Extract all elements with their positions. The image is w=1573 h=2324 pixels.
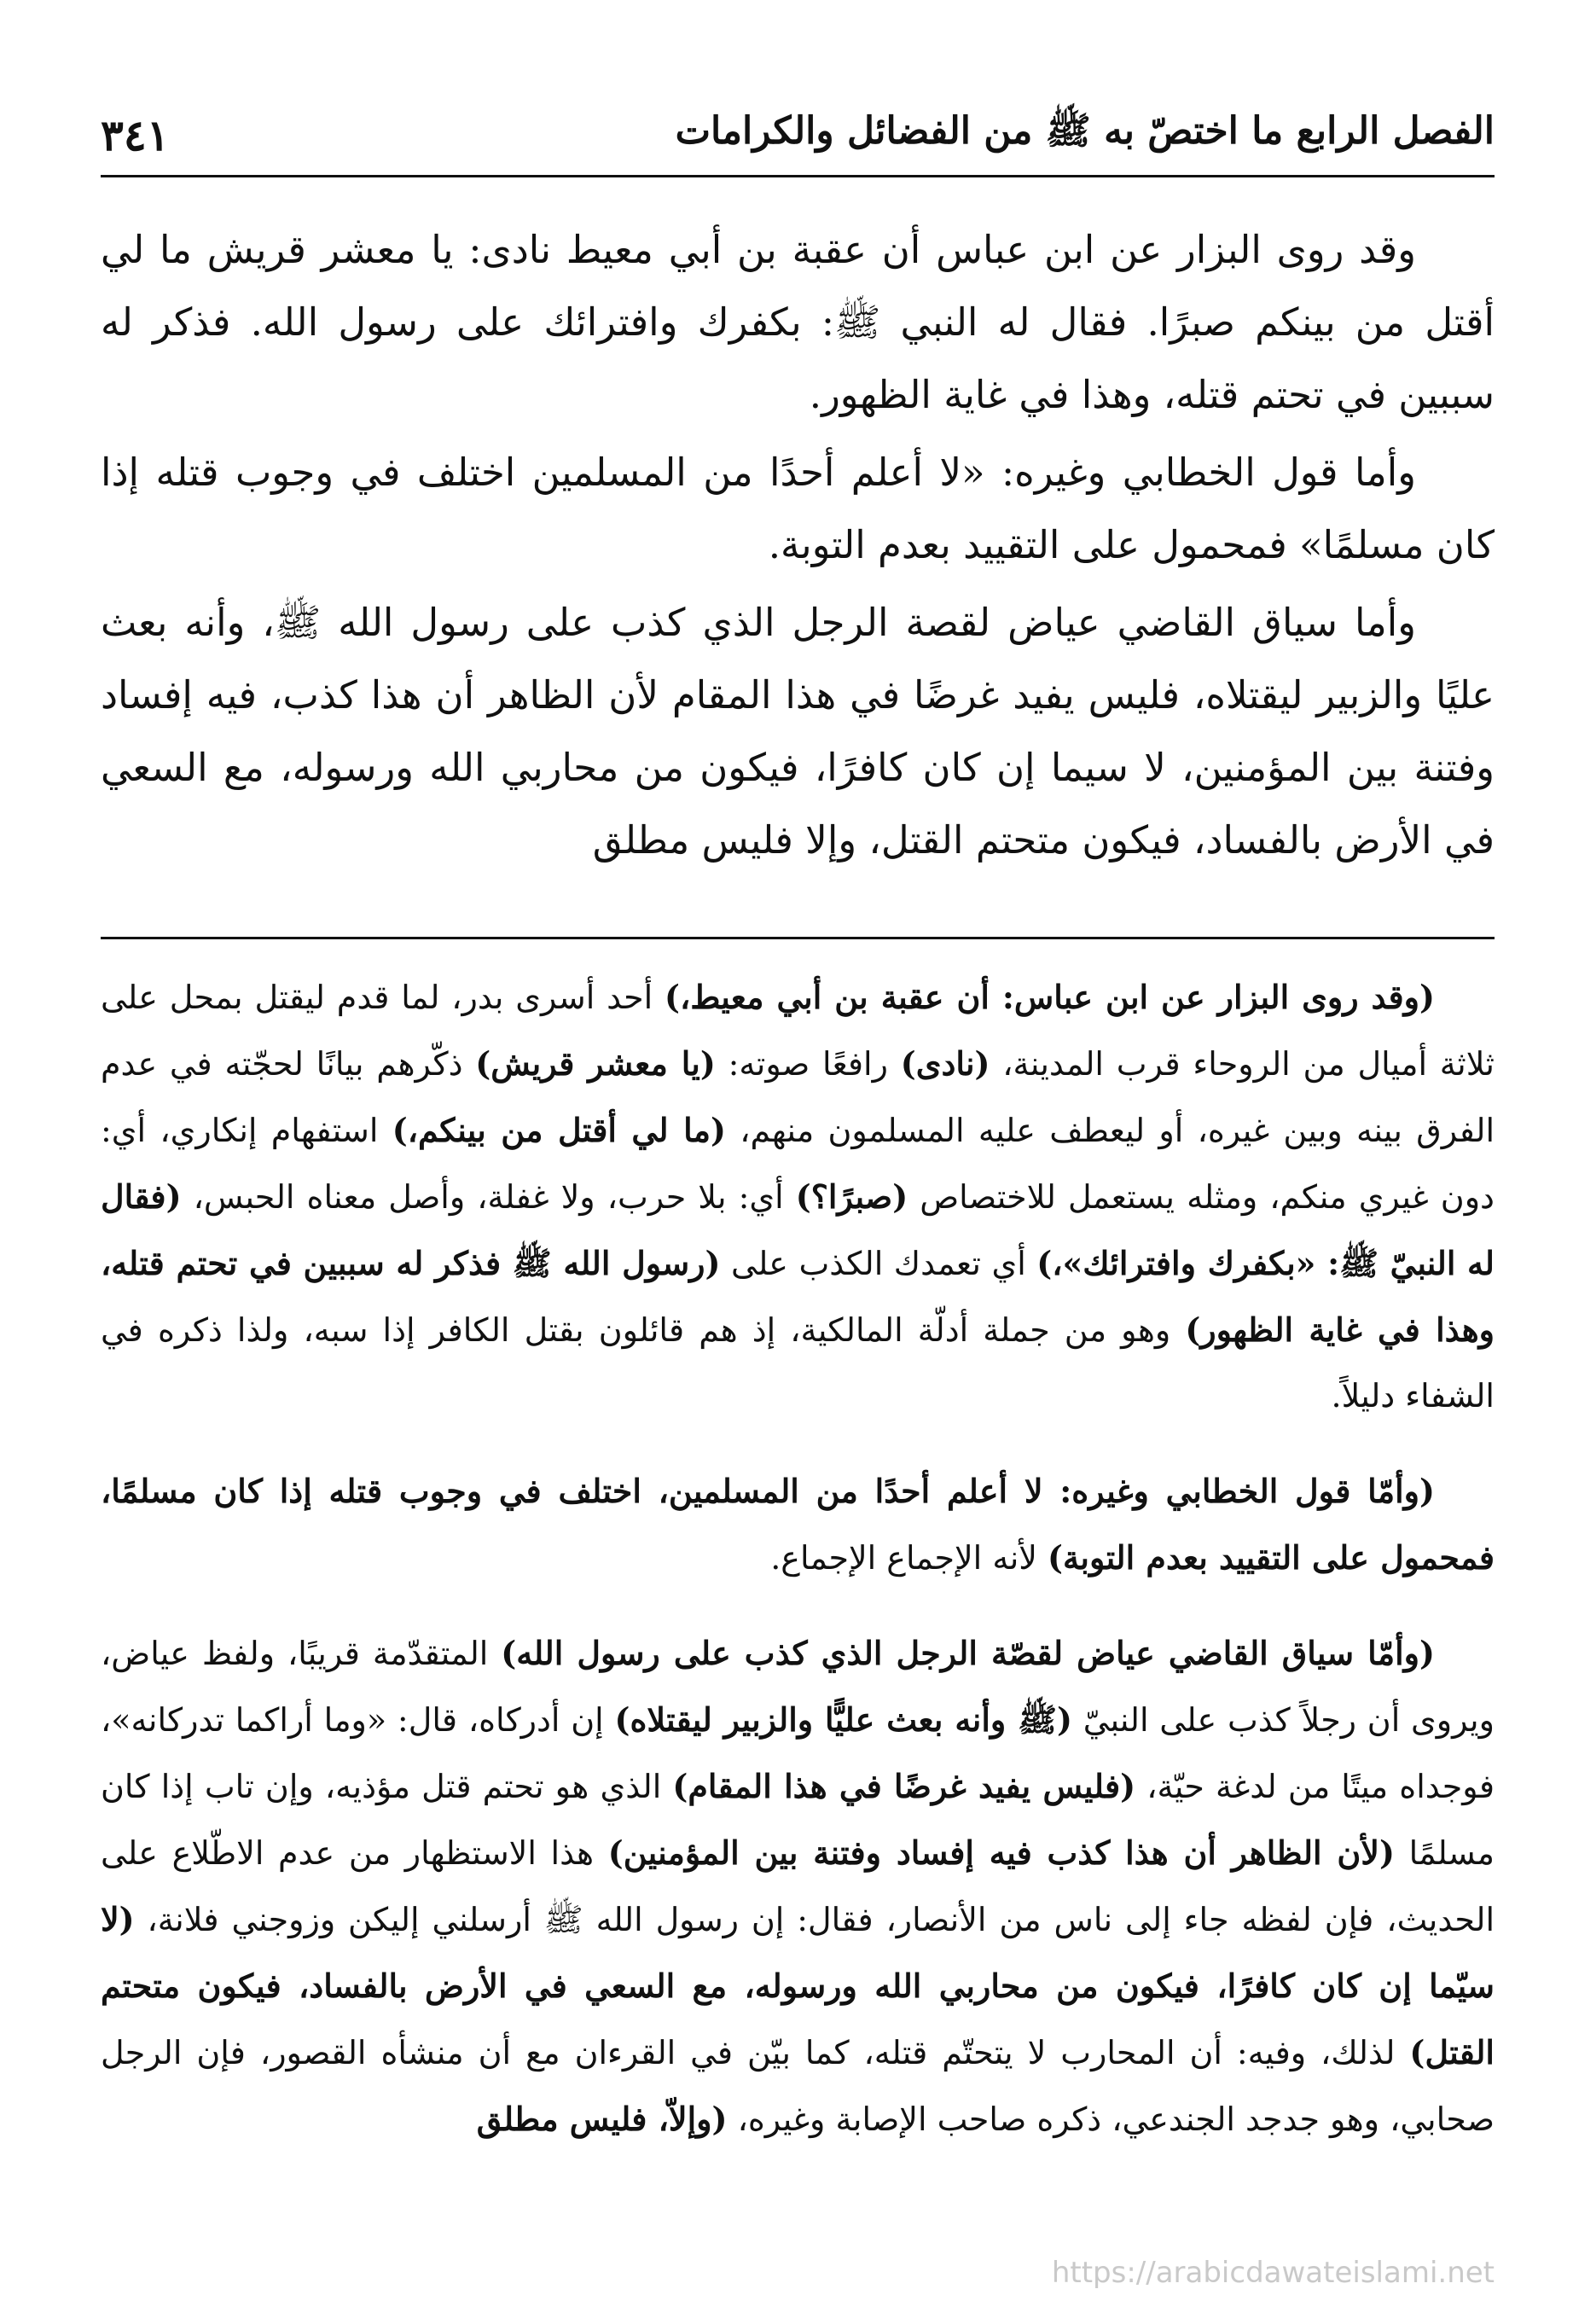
header-divider bbox=[101, 175, 1495, 177]
quoted-text: (وأمّا قول الخطابي وغيره: لا أعلم أحدًا من المسلمين، اختلف في وجوب قتله إذا كان مسلمًا، فمحمول على التقييد بعدم التوبة) bbox=[101, 1472, 1495, 1577]
main-paragraph: وقد روى البزار عن ابن عباس أن عقبة بن أبي معيط نادى: يا معشر قريش ما لي أقتل من بينكم صبرًا. فقال له النبي ﷺ: بكفرك وافترائك على رسول الله. فذكر له سببين في تحتم قتله، وهذا في غاية الظهور. bbox=[101, 227, 1495, 417]
commentary-text-run: أي تعمدك الكذب على bbox=[720, 1245, 1037, 1282]
quoted-text: (وقد روى البزار عن ابن عباس: أن عقبة بن أبي معيط،) bbox=[664, 978, 1435, 1016]
quoted-text: (صبرًا؟) bbox=[795, 1177, 908, 1216]
commentary-text-run: ذكّرهم بيانًا لحجّته في عدم الفرق بينه وبين غيره، أو ليعطف عليه المسلمون منهم، bbox=[101, 1045, 1495, 1149]
commentary-paragraph bbox=[101, 1620, 1495, 2153]
quoted-text: (نادى) bbox=[900, 1044, 990, 1083]
quoted-text: (رسول الله ﷺ فذكر له سببين في تحتم قتله، وهذا في غاية الظهور) bbox=[101, 1244, 1495, 1349]
commentary-text-run: رافعًا صوته: bbox=[715, 1045, 901, 1083]
commentary-divider bbox=[101, 937, 1495, 939]
page-number: ٣٤١ bbox=[101, 109, 170, 160]
quoted-text: (لا سيّما إن كان كافرًا، فيكون من محاربي الله ورسوله، مع السعي في الأرض بالفساد، فيكون متحتم القتل) bbox=[101, 1900, 1495, 2071]
commentary-text-run: هذا الاستظهار من عدم الاطّلاع على الحديث، فإن لفظه جاء إلى ناس من الأنصار، فقال: إن رسول الله ﷺ أرسلني إليكن وزوجني فلانة، bbox=[101, 1834, 1495, 1938]
page-header bbox=[101, 101, 1495, 169]
quoted-text: (فليس يفيد غرضًا في هذا المقام) bbox=[672, 1767, 1136, 1805]
commentary-text-run: المتقدّمة قريبًا، ولفظ عياض، ويروى أن رجلاً كذب على النبيّ bbox=[101, 1635, 1495, 1739]
quoted-text: (وإلاّ، فليس مطلق bbox=[476, 2100, 728, 2138]
main-text bbox=[101, 213, 1495, 881]
quoted-text: (فقال له النبيّ ﷺ: «بكفرك وافترائك»،) bbox=[101, 1177, 1495, 1282]
commentary-text-run: لأنه الإجماع الإجماع. bbox=[770, 1539, 1048, 1577]
commentary-text-run: إن أدركاه، قال: «وما أراكما تدركانه»، فوجداه ميتًا من لدغة حيّة، bbox=[101, 1701, 1495, 1805]
watermark-url: https://arabicdawateislami.net bbox=[1051, 2256, 1495, 2290]
commentary-text-run: وهو من جملة أدلّة المالكية، إذ هم قائلون بقتل الكافر إذا سبه، ولذا ذكره في الشفاء دليلاً. bbox=[101, 1311, 1495, 1415]
main-paragraph: وأما سياق القاضي عياض لقصة الرجل الذي كذب على رسول الله ﷺ، وأنه بعث عليًا والزبير ليقتلاه، فليس يفيد غرضًا في هذا المقام لأن الظاهر أن هذا كذب، فيه إفساد وفتنة بين المؤمنين، لا سيما إن كان كافرًا، فيكون من محاربي الله ورسوله، مع السعي في الأرض بالفساد، فيكون متحتم القتل، وإلا فليس مطلق bbox=[101, 600, 1495, 863]
commentary-text-run: لذلك، وفيه: أن المحارب لا يتحتّم قتله، كما بيّن في القرءان مع أن منشأه القصور، فإن الرجل صحابي، وهو جدجد الجندعي، ذكره صاحب الإصابة وغيره، bbox=[101, 2034, 1495, 2138]
commentary-text-run: أي: بلا حرب، ولا غفلة، وأصل معناه الحبس، bbox=[181, 1178, 796, 1216]
quoted-text: (ما لي أقتل من بينكم،) bbox=[392, 1111, 726, 1149]
quoted-text: (يا معشر قريش) bbox=[475, 1044, 716, 1083]
commentary-paragraph bbox=[101, 1458, 1495, 1591]
commentary-text-run: الذي هو تحتم قتل مؤذيه، وإن تاب إذا كان مسلمًا bbox=[101, 1768, 1495, 1872]
commentary-text bbox=[101, 964, 1495, 2182]
commentary-paragraph bbox=[101, 964, 1495, 1429]
quoted-text: (لأن الظاهر أن هذا كذب فيه إفساد وفتنة بين المؤمنين) bbox=[607, 1833, 1395, 1872]
chapter-title: الفصل الرابع ما اختصّ به ﷺ من الفضائل والكرامات bbox=[675, 109, 1495, 153]
quoted-text: (ﷺ وأنه بعث عليًّا والزبير ليقتلاه) bbox=[614, 1700, 1073, 1739]
commentary-text-run: استفهام إنكاري، أي: دون غيري منكم، ومثله يستعمل للاختصاص bbox=[101, 1112, 1495, 1216]
main-paragraph: وأما قول الخطابي وغيره: «لا أعلم أحدًا من المسلمين اختلف في وجوب قتله إذا كان مسلمًا» فمحمول على التقييد بعدم التوبة. bbox=[101, 450, 1495, 567]
quoted-text: (وأمّا سياق القاضي عياض لقصّة الرجل الذي كذب على رسول الله) bbox=[501, 1634, 1435, 1672]
commentary-text-run: أحد أسرى بدر، لما قدم ليقتل بمحل على ثلاثة أميال من الروحاء قرب المدينة، bbox=[101, 979, 1495, 1083]
